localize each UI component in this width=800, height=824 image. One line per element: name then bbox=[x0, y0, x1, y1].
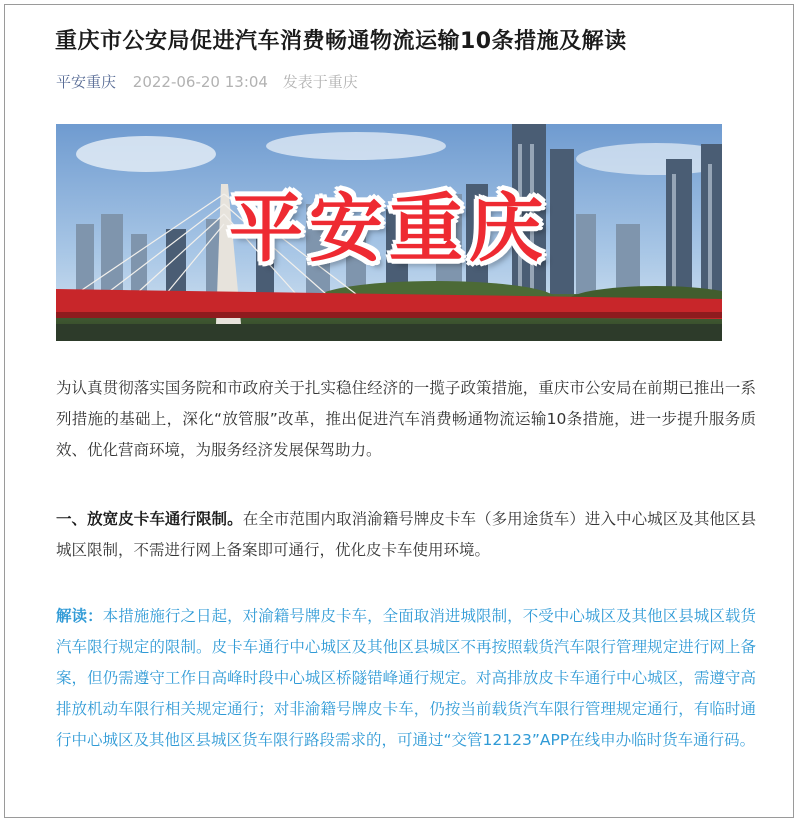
article-title: 重庆市公安局促进汽车消费畅通物流运输10条措施及解读 bbox=[55, 29, 627, 54]
interpretation-text: 本措施施行之日起，对渝籍号牌皮卡车，全面取消进城限制，不受中心城区及其他区县城区载货汽车限行规定的限制。皮卡车通行中心城区及其他区县城区不再按照载货汽车限行管理规定进行网上备案，但仍需遵守工作日高峰时段中心城区桥隧错峰通行规定。对高排放皮卡车通行中心城区，需遵守高排放机动车限行相关规定通行；对非渝籍号牌皮卡车，仍按当前载货汽车限行管理规定通行，有临时通行中心城区及其他区县城区货车限行路段需求的，可通过“交管12123”APP在线申办临时货车通行码。 bbox=[56, 607, 756, 749]
source-link[interactable]: 平安重庆 bbox=[56, 73, 117, 91]
publish-datetime: 2022-06-20 13:04 bbox=[132, 73, 268, 91]
measure-1-paragraph bbox=[56, 504, 756, 566]
interpretation-label: 解读： bbox=[56, 607, 103, 625]
banner-image bbox=[56, 124, 722, 341]
publish-location: 发表于重庆 bbox=[282, 73, 358, 91]
intro-paragraph: 为认真贯彻落实国务院和市政府关于扎实稳住经济的一揽子政策措施，重庆市公安局在前期已推出一系列措施的基础上，深化“放管服”改革，推出促进汽车消费畅通物流运输10条措施，进一步提升服务质效、优化营商环境，为服务经济发展保驾助力。 bbox=[56, 379, 756, 459]
measure-1-text: 在全市范围内取消渝籍号牌皮卡车（多用途货车）进入中心城区及其他区县城区限制，不需进行网上备案即可通行，优化皮卡车使用环境。 bbox=[56, 510, 756, 559]
article-meta bbox=[56, 72, 358, 92]
banner-title: 平安重庆 bbox=[229, 185, 549, 272]
measure-1-heading: 一、放宽皮卡车通行限制。 bbox=[56, 510, 243, 528]
article-frame bbox=[4, 4, 794, 818]
interpretation-paragraph bbox=[56, 601, 756, 756]
